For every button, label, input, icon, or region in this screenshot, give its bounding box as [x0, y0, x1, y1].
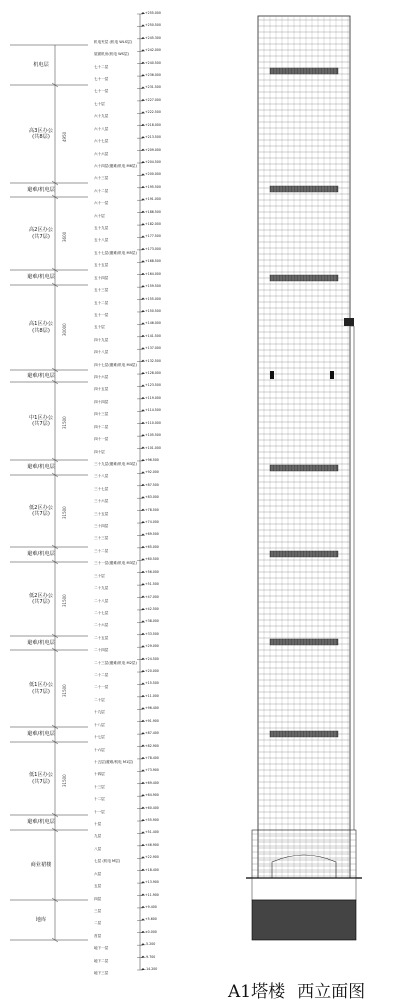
floor-label: 四十九层 [94, 337, 109, 342]
elevation-label: +22.900 [145, 855, 159, 860]
elevation-label: +60.500 [145, 557, 159, 562]
elevation-label: ±0.000 [145, 929, 157, 934]
elevation-label: +114.500 [145, 408, 161, 413]
zone-dimension: 31500 [62, 773, 67, 787]
floor-label: 六十七层 [94, 139, 109, 144]
floor-label: 五层 [94, 884, 102, 889]
louver-band [270, 68, 338, 74]
elevation-label: +29.000 [145, 644, 159, 649]
side-marker [330, 371, 334, 379]
elevation-label: +200.000 [145, 172, 161, 177]
floor-label: 五十层 [94, 325, 105, 330]
zone-label: 避难/机电层 [27, 551, 55, 558]
elevation-label: +64.900 [145, 793, 159, 798]
elevation-label: -14.200 [145, 967, 158, 971]
elevation-label: +177.500 [145, 234, 161, 239]
drawing-title [228, 983, 377, 1001]
floor-label: 五十四层 [94, 275, 109, 280]
floor-label: 九层 [94, 834, 102, 839]
elevation-label: +250.500 [145, 23, 161, 28]
zone-label: 避难/机电层 [27, 186, 55, 193]
zone-label: 机电层 [33, 61, 49, 68]
zone-label: 避难/机电层 [27, 464, 55, 471]
floor-label: 六十九层 [94, 114, 109, 119]
floor-label: 四十六层 [94, 375, 109, 380]
floor-label: 十九层 [94, 710, 105, 715]
elevation-label: +110.000 [145, 420, 161, 425]
floor-label: 六十三层 [94, 176, 109, 181]
elevation-label: +87.500 [145, 482, 159, 487]
floor-label: 三十八层 [94, 474, 109, 479]
floor-label: 二十八层 [94, 598, 109, 603]
floor-label: 四十八层 [94, 350, 109, 355]
elevation-label: +56.000 [145, 569, 159, 574]
elevation-label: +168.500 [145, 259, 161, 264]
basement-upper [252, 878, 356, 900]
elevation-label: +74.000 [145, 520, 159, 525]
title-building: A1塔楼 [228, 982, 286, 1002]
zone-label: 低1区办公 (共7层) [28, 682, 54, 695]
floor-label: 六十八层 [94, 126, 109, 131]
elevation-label: +128.000 [145, 371, 161, 376]
zone-label: 避难/机电层 [27, 639, 55, 646]
elevation-label: +92.000 [145, 470, 159, 475]
elevation-label: +123.500 [145, 383, 161, 388]
elevation-label: +240.500 [145, 60, 161, 65]
floor-label: 三十三层 [94, 536, 109, 541]
elevation-label: +227.000 [145, 97, 161, 102]
floor-label: 五十一层 [94, 312, 109, 317]
elevation-label: +236.000 [145, 73, 161, 78]
floor-label: 五十九层 [94, 226, 109, 231]
zone-label: 中1区办公 (共7层) [28, 414, 54, 427]
louver-band [270, 731, 338, 737]
floor-label: 七十一层 [94, 89, 109, 94]
basement-block [252, 900, 356, 940]
elevation-label: +159.500 [145, 284, 161, 289]
elevation-label: +11.900 [145, 892, 159, 897]
floor-label: 三十五层 [94, 511, 109, 516]
floor-label: 五十三层 [94, 288, 109, 293]
floor-label: 机电夹层 (机电 WLS层) [94, 39, 133, 44]
elevation-label: +255.000 [145, 11, 161, 15]
floor-label: 十三层 [94, 784, 105, 789]
floor-label: 屋面机房(机电 WS层) [94, 52, 129, 57]
floor-label: 四十层 [94, 449, 105, 454]
elevation-label: +186.500 [145, 209, 161, 214]
elevation-label: +96.400 [145, 706, 159, 711]
floor-label: 六十层 [94, 213, 105, 218]
elevation-label: +137.000 [145, 346, 161, 351]
title-view: 西立面图 [297, 982, 366, 1002]
elevation-label: +51.500 [145, 582, 159, 587]
elevation-label: +18.400 [145, 867, 159, 872]
floor-label: 五十八层 [94, 238, 109, 243]
elevation-label: +78.400 [145, 755, 159, 760]
floor-label: 十一层 [94, 809, 105, 814]
floor-label: 三十一层(避难/机电 M3层) [94, 561, 137, 566]
floor-label: 十五层(避难/机电 M1层) [94, 759, 134, 764]
zone-label: 低2区办公 (共7层) [28, 592, 54, 605]
floor-label: 二十四层 [94, 648, 109, 653]
floor-label: 二层 [94, 921, 102, 926]
tower-outline [258, 16, 350, 878]
floor-label: 三十六层 [94, 499, 109, 504]
side-marker [270, 371, 274, 379]
elevation-label: +204.500 [145, 159, 161, 164]
elevation-label: +11.000 [145, 693, 159, 698]
elevation-label: +222.500 [145, 110, 161, 115]
elevation-label: +51.400 [145, 830, 159, 835]
elevation-label: +55.900 [145, 818, 159, 822]
elevation-label: +87.400 [145, 731, 159, 736]
elevation-label: +69.500 [145, 532, 159, 537]
elevation-label: +33.500 [145, 631, 159, 636]
zone-label: 避难/机电层 [27, 274, 55, 281]
floor-label: 四十五层 [94, 387, 109, 392]
elevation-label: +38.000 [145, 619, 159, 624]
floor-label: 六层 [94, 871, 102, 876]
elevation-label: +132.500 [145, 358, 161, 363]
zone-label: 避难/机电层 [27, 731, 55, 738]
elevation-label: +173.000 [145, 246, 161, 251]
floor-label: 二十三层(避难/机电 M2层) [94, 660, 137, 665]
floor-label: 三层 [94, 908, 102, 913]
floor-label: 四十一层 [94, 437, 109, 442]
louver-band [270, 639, 338, 645]
zone-label: 高1区办公 (共8层) [28, 321, 54, 334]
floor-label: 五十二层 [94, 300, 109, 305]
floor-label: 地下一层 [94, 946, 109, 951]
elevation-label: +96.500 [145, 457, 159, 462]
elevation-label: +191.000 [145, 197, 161, 202]
elevation-label: +141.500 [145, 333, 161, 338]
zone-dimension: 30000 [62, 322, 67, 336]
floor-label: 地下二层 [94, 958, 109, 963]
elevation-label: +20.000 [145, 669, 159, 674]
floor-label: 首层 [94, 933, 102, 938]
elevation-label: +119.000 [145, 395, 161, 400]
elevation-label: +65.000 [145, 544, 159, 549]
floor-label: 七十二层 [94, 64, 109, 69]
zone-label: 地库 [35, 916, 47, 923]
elevation-label: +209.000 [145, 147, 161, 152]
floor-label: 四十七层(避难/机电 M4层) [94, 362, 137, 367]
elevation-label: +82.900 [145, 743, 159, 748]
elevation-label: +73.900 [145, 768, 159, 773]
elevation-label: +9.400 [145, 904, 157, 909]
zone-label: 商业裙楼 [30, 861, 52, 868]
zone-label: 高2区办公 (共7层) [28, 227, 54, 240]
zone-label: 低1区办公 (共7层) [28, 772, 54, 785]
floor-label: 四十三层 [94, 412, 109, 417]
roof-fin [344, 318, 354, 326]
elevation-label: +60.400 [145, 805, 159, 810]
zone-dimension: 3600 [62, 231, 67, 242]
floor-label: 四十四层 [94, 399, 109, 404]
elevation-label: +231.500 [145, 85, 161, 90]
elevation-label: +146.000 [145, 321, 161, 326]
floor-label: 六十六层 [94, 151, 109, 156]
floor-label: 三十层 [94, 573, 105, 578]
zone-dimension: 31500 [62, 416, 67, 429]
elevation-label: +69.400 [145, 780, 159, 785]
elevation-label: +5.600 [145, 917, 157, 922]
elevation-label: +150.500 [145, 308, 161, 313]
elevation-label: +83.000 [145, 495, 159, 500]
elevation-label: +46.900 [145, 842, 159, 847]
floor-label: 二十二层 [94, 673, 109, 678]
floor-label: 二十层 [94, 697, 105, 702]
zone-dimension: 31500 [62, 594, 67, 607]
elevation-label: +47.000 [145, 594, 159, 599]
elevation-label: +195.500 [145, 184, 161, 189]
floor-label: 六十二层 [94, 188, 109, 193]
floor-label: 十六层 [94, 747, 105, 752]
zone-dimension: 4950 [62, 131, 67, 142]
floor-label: 八层 [94, 846, 102, 851]
elevation-label: +42.500 [145, 606, 159, 611]
floor-label: 二十一层 [94, 685, 109, 690]
floor-label: 七十一层 [94, 77, 109, 82]
elevation-label: +24.500 [145, 656, 159, 661]
floor-label: 十七层 [94, 735, 105, 740]
floor-label: 三十四层 [94, 524, 109, 529]
zone-label: 低2区办公 (共7层) [28, 504, 54, 517]
floor-label: 十四层 [94, 772, 105, 777]
elevation-label: +155.000 [145, 296, 161, 301]
elevation-label: +13.900 [145, 880, 159, 885]
elevation-label: +182.000 [145, 222, 161, 227]
zone-dimension: 31500 [62, 683, 67, 697]
floor-label: 三十九层(避难/机电 M3层) [94, 461, 137, 466]
floor-label: 二十九层 [94, 586, 109, 591]
floor-label: 二十六层 [94, 623, 109, 628]
floor-label: 七十层 [94, 101, 105, 106]
floor-label: 地下三层 [94, 971, 109, 975]
floor-label: 十二层 [94, 797, 105, 802]
floor-label: 七层 (机电 M层) [94, 859, 121, 864]
elevation-label: -9.700 [145, 954, 156, 959]
floor-label: 三十七层 [94, 486, 109, 491]
zone-dimension: 31500 [62, 506, 67, 519]
elevation-label: +218.000 [145, 122, 161, 127]
elevation-label: +245.300 [145, 35, 161, 40]
elevation-label: +101.000 [145, 445, 161, 450]
louver-band [270, 275, 338, 281]
floor-label: 五十七层(避难/机电 M5层) [94, 250, 137, 255]
louver-band [270, 551, 338, 557]
floor-label: 十层 [94, 822, 102, 826]
floor-label: 六十一层 [94, 201, 109, 206]
floor-label: 四十二层 [94, 424, 109, 429]
louver-band [270, 186, 338, 192]
floor-label: 四层 [94, 896, 102, 901]
zone-label: 高3区办公 (共8层) [28, 127, 54, 140]
zone-label: 避难/机电层 [27, 819, 55, 826]
elevation-label: +15.500 [145, 681, 159, 686]
elevation-label: +105.500 [145, 433, 161, 438]
elevation-label: -5.200 [145, 942, 156, 947]
floor-label: 三十二层 [94, 548, 109, 553]
elevation-label: +242.000 [145, 48, 161, 53]
floor-label: 二十五层 [94, 635, 109, 640]
louver-band [270, 465, 338, 471]
zone-label: 避难/机电层 [27, 372, 55, 379]
floor-label: 十八层 [94, 722, 105, 727]
elevation-label: +164.000 [145, 271, 161, 276]
elevation-label: +91.900 [145, 718, 159, 723]
elevation-label: +213.500 [145, 135, 161, 140]
elevation-label: +78.500 [145, 507, 159, 512]
floor-label: 五十五层 [94, 263, 109, 268]
floor-label: 二十七层 [94, 610, 109, 615]
floor-label: 六十四层(避难/机电 M6层) [94, 163, 137, 168]
